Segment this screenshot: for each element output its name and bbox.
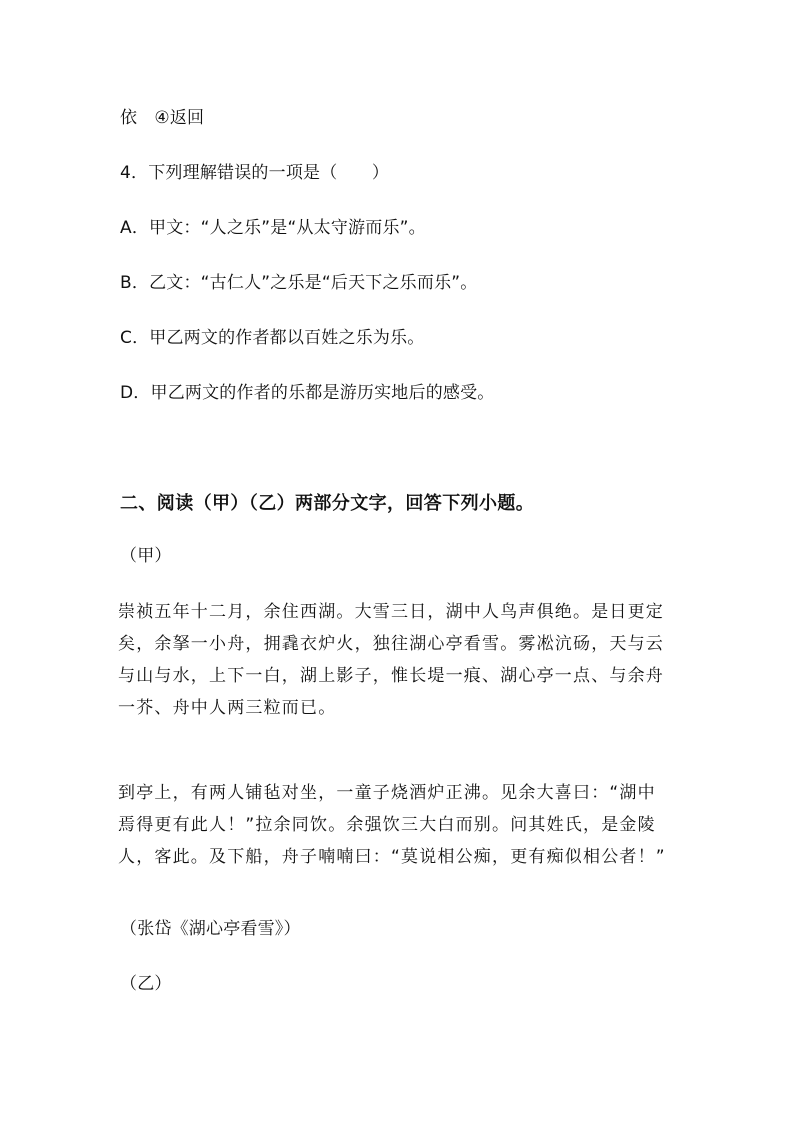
paragraph-1-line: 与山与水，上下一白，湖上影子，惟长堤一痕、湖心亭一点、与余舟 [118,666,664,686]
option-d: D．甲乙两文的作者的乐都是游历实地后的感受。 [120,383,495,403]
section-two-heading: 二、阅读（甲）（乙）两部分文字，回答下列小题。 [120,493,535,514]
question-4-prompt: 4．下列理解错误的一项是（ ） [120,163,390,183]
paragraph-1-line: 一芥、舟中人两三粒而已。 [118,698,337,718]
top-fragment: 依 ④返回 [120,108,205,128]
paragraph-2-line: 人，客此。及下船，舟子喃喃曰：“莫说相公痴，更有痴似相公者！” [118,847,666,867]
paragraph-1-line: 崇祯五年十二月，余住西湖。大雪三日，湖中人鸟声俱绝。是日更定 [118,602,664,622]
passage-a-paragraph-2 [118,777,688,873]
option-b: B．乙文：“古仁人”之乐是“后天下之乐而乐”。 [120,273,478,293]
option-c: C．甲乙两文的作者都以百姓之乐为乐。 [120,328,425,348]
paragraph-2-line: 焉得更有此人！”拉余同饮。余强饮三大白而别。问其姓氏，是金陵 [118,815,656,835]
option-a: A．甲文：“人之乐”是“从太守游而乐”。 [120,218,426,238]
source-citation: （张岱《湖心亭看雪》） [120,919,301,939]
passage-a-paragraph-1 [118,596,688,724]
paragraph-1-line: 矣，余拏一小舟，拥毳衣炉火，独往湖心亭看雪。雾凇沆砀，天与云 [118,634,664,654]
paragraph-2-line: 到亭上，有两人铺毡对坐，一童子烧酒炉正沸。见余大喜曰：“湖中 [118,783,656,803]
part-a-label: （甲） [120,546,172,566]
part-b-label: （乙） [120,974,172,994]
